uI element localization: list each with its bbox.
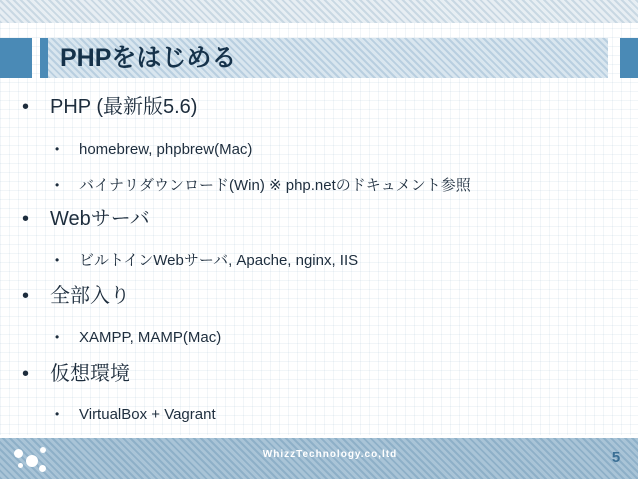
bullet-dot-icon: •	[55, 407, 60, 421]
page-title: PHPをはじめる	[60, 44, 237, 72]
bullet-text: XAMPP, MAMP(Mac)	[79, 329, 222, 346]
page-number: 5	[611, 449, 621, 466]
bullet-text: 仮想環境	[50, 363, 130, 385]
bullet-text: バイナリダウンロード(Win) ※ php.netのドキュメント参照	[79, 177, 471, 194]
bullet-dot-icon: •	[55, 178, 60, 192]
bullet-item	[55, 326, 221, 349]
bullet-item	[22, 360, 130, 388]
bullet-text: Webサーバ	[50, 208, 150, 230]
title-bar	[0, 38, 638, 78]
bullet-item	[55, 138, 252, 161]
bullet-dot-icon: •	[55, 330, 60, 344]
bullet-text: ビルトインWebサーバ, Apache, nginx, IIS	[79, 252, 359, 269]
bullet-dot-icon: •	[22, 363, 30, 385]
bullet-text: PHP (最新版5.6)	[50, 96, 198, 118]
dots-logo-icon	[12, 443, 48, 475]
bullet-item	[55, 174, 471, 197]
bullet-text: 全部入り	[50, 285, 130, 307]
top-decorative-stripe	[0, 0, 638, 23]
title-left-block	[0, 38, 32, 78]
bullet-item	[22, 282, 130, 310]
bullet-dot-icon: •	[22, 96, 30, 118]
bullet-text: homebrew, phpbrew(Mac)	[79, 141, 253, 158]
bullet-dot-icon: •	[22, 285, 30, 307]
bullet-dot-icon: •	[22, 208, 30, 230]
bullet-item	[22, 205, 150, 233]
company-name: WhizzTechnology.co,ltd	[262, 449, 398, 460]
bullet-item	[55, 249, 358, 272]
bullet-dot-icon: •	[55, 142, 60, 156]
title-right-block	[620, 38, 638, 78]
bullet-text: VirtualBox + Vagrant	[79, 406, 216, 423]
bullet-dot-icon: •	[55, 253, 60, 267]
footer-bar	[0, 435, 638, 479]
footer-divider	[0, 435, 638, 438]
title-accent-mark	[40, 38, 48, 78]
bullet-item	[22, 93, 197, 121]
bullet-item	[55, 403, 216, 426]
